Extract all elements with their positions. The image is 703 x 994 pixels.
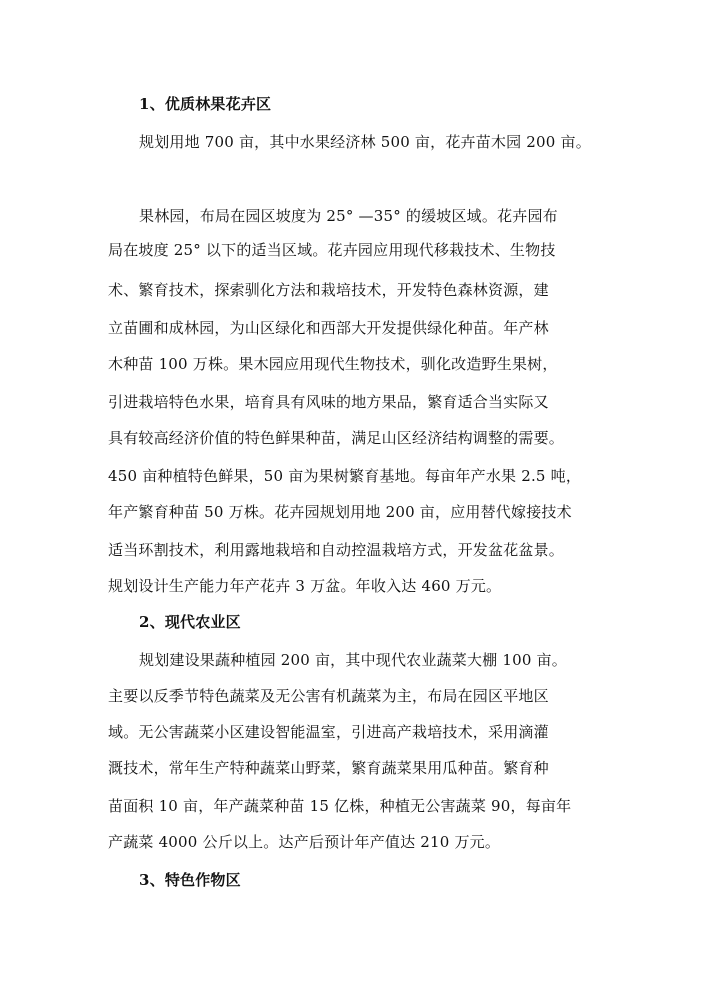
paragraph-line: 立苗圃和成林园，为山区绿化和西部大开发提供绿化种苗。年产林 xyxy=(108,319,549,337)
section-heading: 2、现代农业区 xyxy=(139,613,241,631)
paragraph-line: 溉技术，常年生产特种蔬菜山野菜，繁育蔬菜果用瓜种苗。繁育种 xyxy=(108,759,549,777)
paragraph-line: 主要以反季节特色蔬菜及无公害有机蔬菜为主，布局在园区平地区 xyxy=(108,687,549,705)
paragraph-line: 适当环割技术，利用露地栽培和自动控温栽培方式，开发盆花盆景。 xyxy=(108,541,565,559)
paragraph-line: 域。无公害蔬菜小区建设智能温室，引进高产栽培技术，采用滴灌 xyxy=(108,723,549,741)
paragraph-line: 450 亩种植特色鲜果，50 亩为果树繁育基地。每亩年产水果 2.5 吨， xyxy=(108,467,582,485)
paragraph-line: 年产繁育种苗 50 万株。花卉园规划用地 200 亩，应用替代嫁接技术 xyxy=(108,503,572,521)
paragraph-line: 局在坡度 25° 以下的适当区域。花卉园应用现代移栽技术、生物技 xyxy=(108,241,556,259)
section-heading: 3、特色作物区 xyxy=(139,871,241,889)
paragraph-line: 规划建设果蔬种植园 200 亩，其中现代农业蔬菜大棚 100 亩。 xyxy=(139,651,567,669)
paragraph-line: 规划设计生产能力年产花卉 3 万盆。年收入达 460 万元。 xyxy=(108,577,502,595)
paragraph-line: 引进栽培特色水果，培育具有风味的地方果品，繁育适合当实际又 xyxy=(108,393,549,411)
paragraph-line: 具有较高经济价值的特色鲜果种苗，满足山区经济结构调整的需要。 xyxy=(108,429,565,447)
section-heading: 1、优质林果花卉区 xyxy=(139,95,272,113)
paragraph-line: 术、繁育技术，探索驯化方法和栽培技术，开发特色森林资源，建 xyxy=(108,281,549,299)
paragraph-line: 产蔬菜 4000 公斤以上。达产后预计年产值达 210 万元。 xyxy=(108,833,501,851)
paragraph-line: 规划用地 700 亩，其中水果经济林 500 亩，花卉苗木园 200 亩。 xyxy=(139,133,591,151)
paragraph-line: 苗面积 10 亩，年产蔬菜种苗 15 亿株，种植无公害蔬菜 90，每亩年 xyxy=(108,797,572,815)
paragraph-line: 木种苗 100 万株。果木园应用现代生物技术，驯化改造野生果树， xyxy=(108,355,558,373)
paragraph-line: 果林园，布局在园区坡度为 25° —35° 的缓坡区域。花卉园布 xyxy=(139,207,558,225)
